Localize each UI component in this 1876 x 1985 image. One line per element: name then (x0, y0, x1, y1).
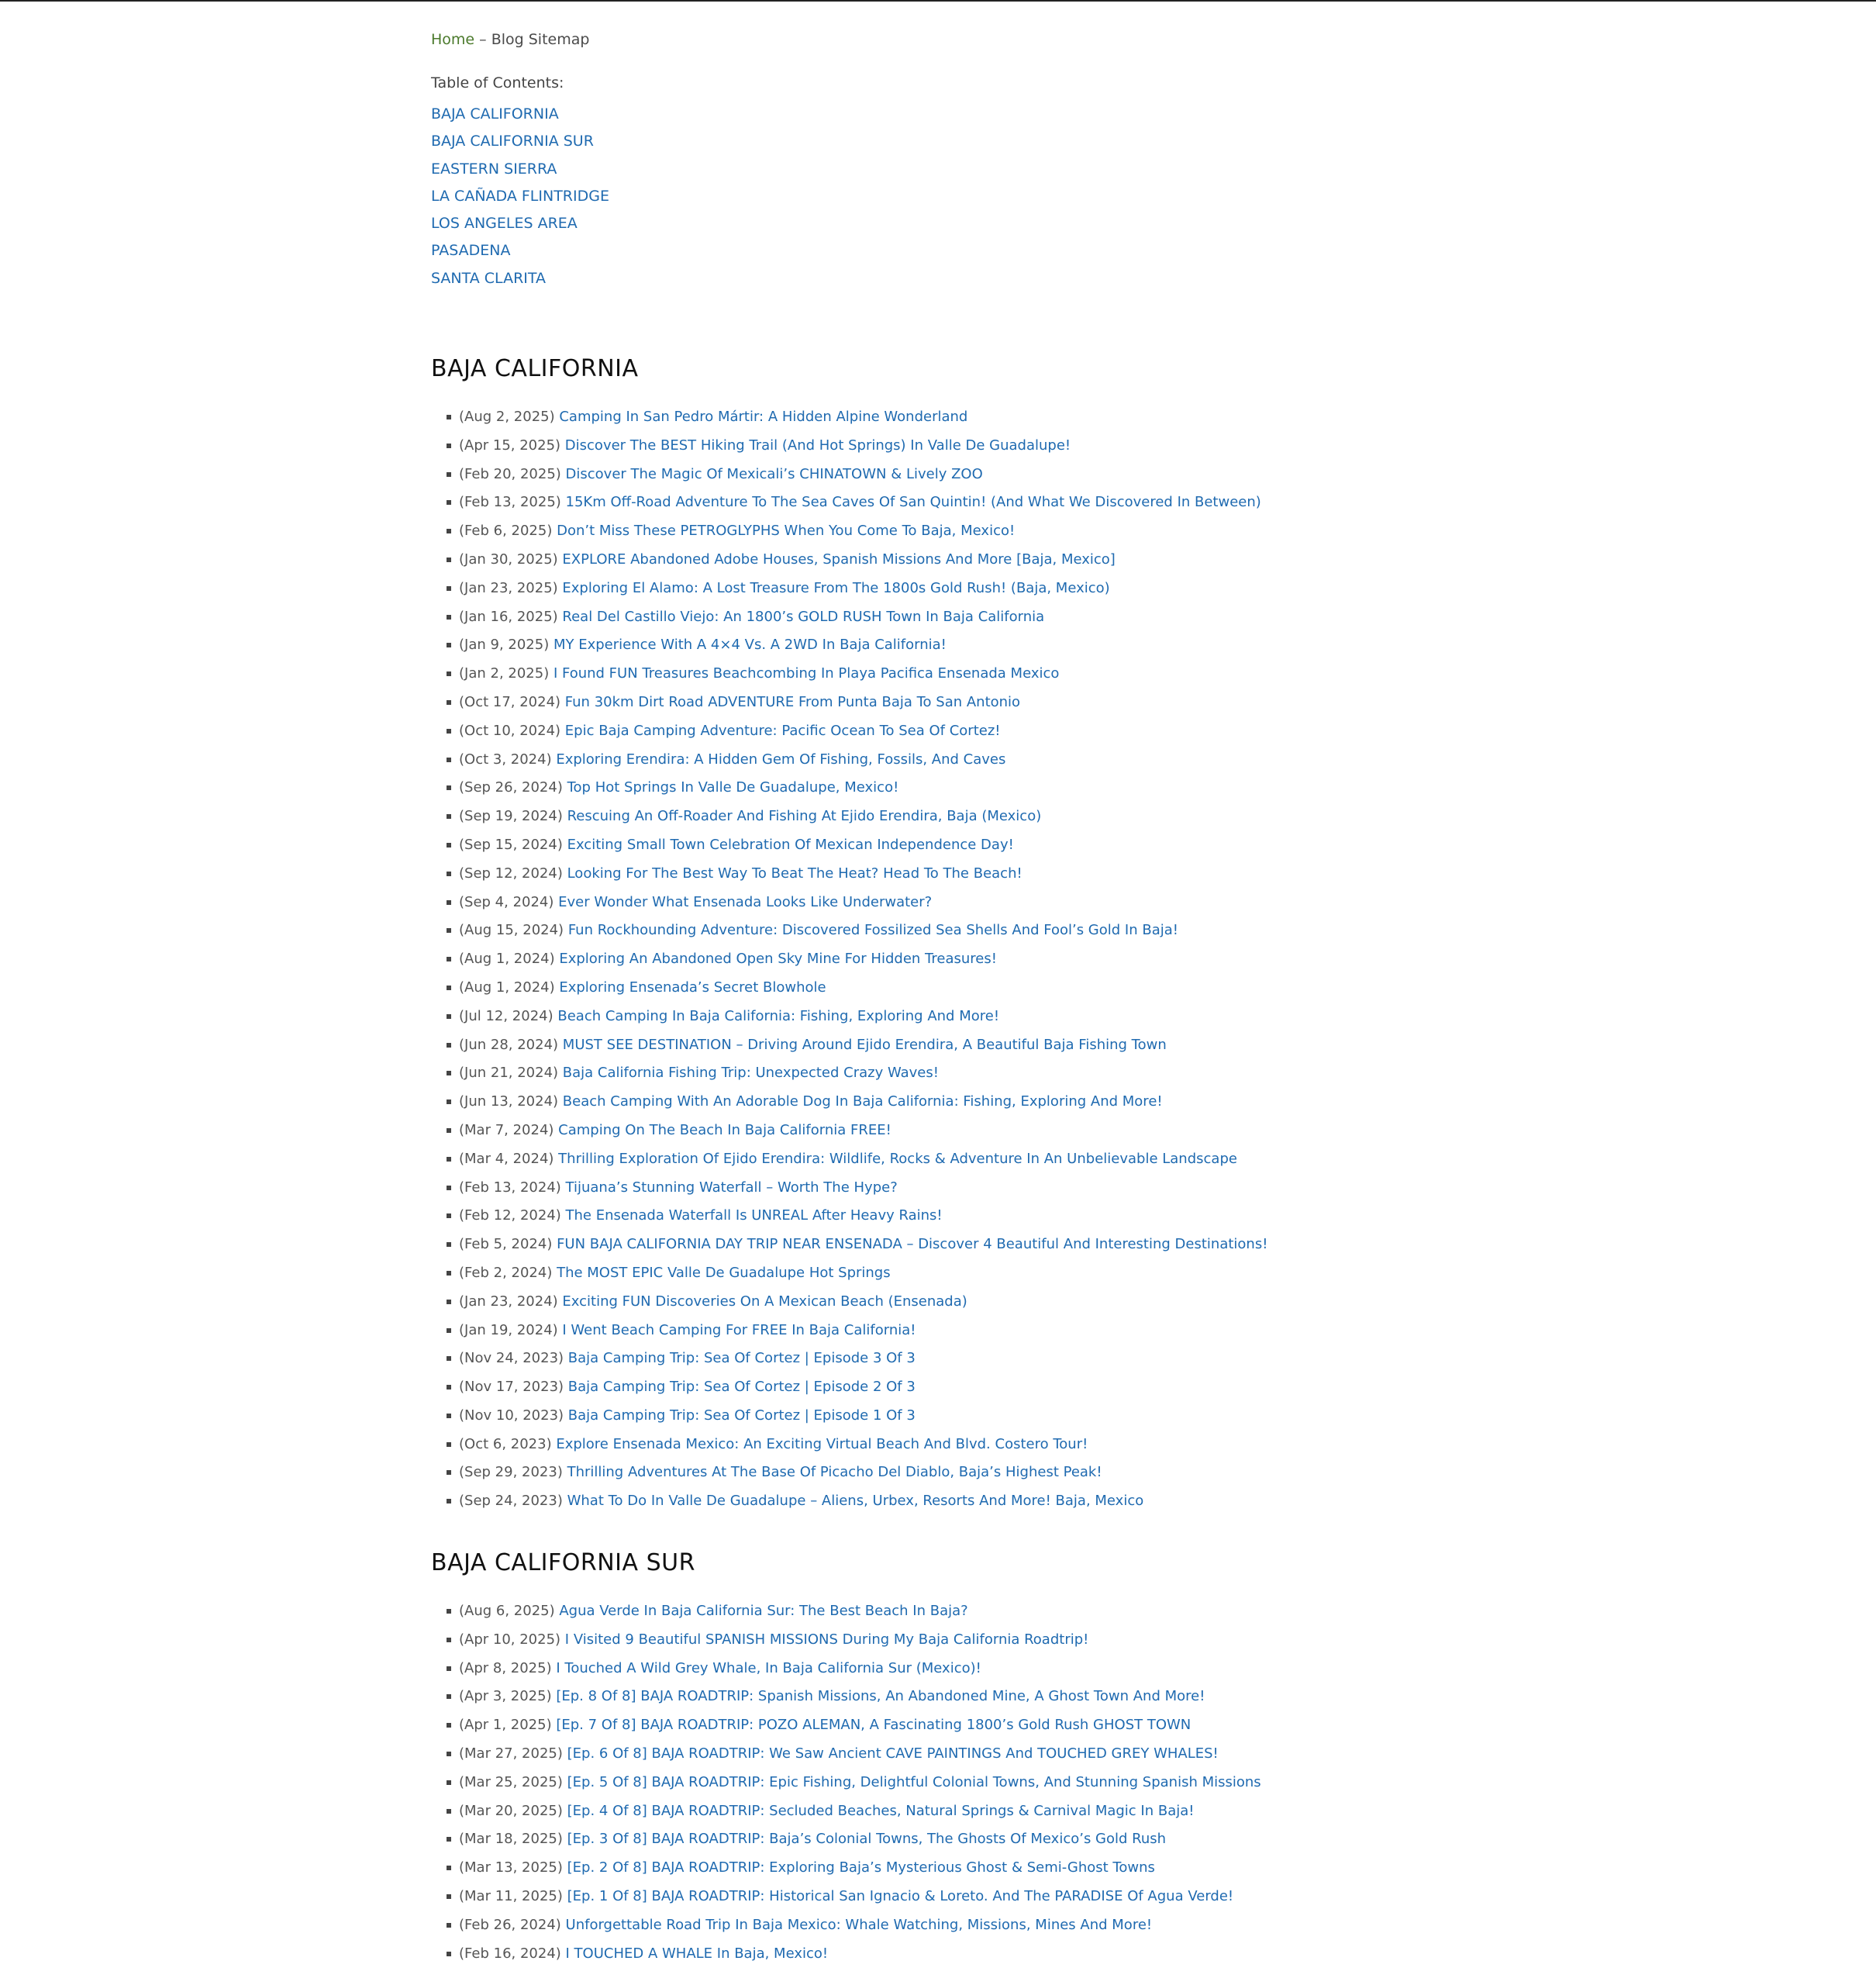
post-link[interactable]: EXPLORE Abandoned Adobe Houses, Spanish Missions And More [Baja, Mexico] (562, 551, 1116, 568)
bullet-icon (447, 1952, 451, 1956)
breadcrumb-home-link[interactable]: Home (431, 31, 475, 48)
toc-item (431, 101, 609, 128)
post-date: (Jan 2, 2025) (459, 665, 550, 682)
post-date: (Sep 19, 2024) (459, 808, 563, 825)
bullet-icon (447, 1780, 451, 1785)
list-item (431, 575, 1267, 603)
post-link[interactable]: Exciting FUN Discoveries On A Mexican Beach (Ensenada) (562, 1293, 967, 1310)
post-date: (Apr 8, 2025) (459, 1659, 552, 1676)
post-link[interactable]: Don’t Miss These PETROGLYPHS When You Come To Baja, Mexico! (557, 523, 1016, 540)
bullet-icon (447, 1385, 451, 1390)
bullet-icon (447, 1609, 451, 1614)
post-date: (Aug 1, 2024) (459, 979, 555, 996)
list-item (431, 631, 1267, 660)
post-link[interactable]: Discover The Magic Of Mexicali’s CHINATOWN & Lively ZOO (565, 465, 983, 482)
bullet-icon (447, 700, 451, 705)
post-date: (Jun 13, 2024) (459, 1093, 559, 1110)
list-item (431, 917, 1267, 945)
list-item (431, 1854, 1261, 1883)
bullet-icon (447, 1666, 451, 1671)
post-date: (Sep 26, 2024) (459, 779, 563, 796)
bullet-icon (447, 1071, 451, 1075)
bullet-icon (447, 1242, 451, 1247)
bullet-icon (447, 957, 451, 961)
bullet-icon (447, 1300, 451, 1304)
list-item (431, 1797, 1261, 1826)
list-item (431, 1174, 1267, 1203)
list-item (431, 1655, 1261, 1683)
post-date: (Feb 2, 2024) (459, 1264, 553, 1281)
top-border (0, 0, 1876, 2)
post-link[interactable]: [Ep. 5 Of 8] BAJA ROADTRIP: Epic Fishing, Delightful Colonial Towns, And Stunning Spanish Missions (567, 1773, 1261, 1790)
post-date: (Feb 12, 2024) (459, 1207, 561, 1224)
post-date: (Oct 17, 2024) (459, 693, 561, 710)
bullet-icon (447, 415, 451, 419)
list-item (431, 803, 1267, 831)
list-item (431, 831, 1267, 860)
bullet-icon (447, 472, 451, 477)
bullet-icon (447, 643, 451, 647)
post-date: (Apr 1, 2025) (459, 1717, 552, 1734)
post-date: (Sep 29, 2023) (459, 1464, 563, 1481)
bullet-icon (447, 444, 451, 448)
toc-link[interactable]: BAJA CALIFORNIA (431, 105, 559, 123)
post-date: (Mar 20, 2025) (459, 1802, 563, 1819)
post-link[interactable]: Top Hot Springs In Valle De Guadalupe, Mexico! (567, 779, 899, 796)
post-link[interactable]: Baja California Fishing Trip: Unexpected Crazy Waves! (562, 1065, 939, 1082)
list-item (431, 1402, 1267, 1431)
list-item (431, 889, 1267, 917)
bullet-icon (447, 1470, 451, 1475)
list-item (431, 403, 1267, 432)
post-link[interactable]: Epic Baja Camping Adventure: Pacific Ocean To Sea Of Cortez! (564, 722, 1001, 739)
post-link[interactable]: Explore Ensenada Mexico: An Exciting Virtual Beach And Blvd. Costero Tour! (556, 1435, 1088, 1452)
post-date: (Jul 12, 2024) (459, 1007, 553, 1024)
list-item (431, 1059, 1267, 1088)
list-item (431, 603, 1267, 632)
bullet-icon (447, 1723, 451, 1728)
post-link[interactable]: I Went Beach Camping For FREE In Baja California! (562, 1321, 916, 1338)
post-date: (Jan 19, 2024) (459, 1321, 558, 1338)
bullet-icon (447, 729, 451, 734)
list-item (431, 660, 1267, 689)
post-link[interactable]: Exciting Small Town Celebration Of Mexican Independence Day! (567, 836, 1014, 853)
list-item (431, 1088, 1267, 1117)
bullet-icon (447, 1414, 451, 1418)
list-item (431, 1459, 1267, 1487)
post-date: (Feb 16, 2024) (459, 1945, 561, 1962)
post-link[interactable]: The Ensenada Waterfall Is UNREAL After Heavy Rains! (565, 1207, 943, 1224)
post-link[interactable]: Baja Camping Trip: Sea Of Cortez | Episode 1 Of 3 (567, 1407, 916, 1424)
bullet-icon (447, 1499, 451, 1503)
post-date: (Apr 15, 2025) (459, 437, 561, 454)
post-link[interactable]: Camping On The Beach In Baja California FREE! (558, 1121, 891, 1138)
bullet-icon (447, 671, 451, 676)
post-date: (Jan 9, 2025) (459, 637, 550, 654)
post-link[interactable]: MUST SEE DESTINATION – Driving Around Ejido Erendira, A Beautiful Baja Fishing Town (562, 1036, 1167, 1053)
post-date: (Aug 6, 2025) (459, 1603, 555, 1619)
list-item (431, 1031, 1267, 1060)
bullet-icon (447, 615, 451, 620)
post-date: (Mar 7, 2024) (459, 1121, 554, 1138)
toc-link[interactable]: LA CAÑADA FLINTRIDGE (431, 187, 609, 205)
post-date: (Mar 13, 2025) (459, 1859, 563, 1876)
post-date: (Apr 10, 2025) (459, 1631, 561, 1648)
post-link[interactable]: Baja Camping Trip: Sea Of Cortez | Episode 2 Of 3 (567, 1379, 916, 1396)
list-item (431, 1317, 1267, 1345)
post-date: (Feb 13, 2024) (459, 1179, 561, 1196)
list-item (431, 1373, 1267, 1402)
post-link[interactable]: Fun 30km Dirt Road ADVENTURE From Punta Baja To San Antonio (564, 693, 1021, 710)
bullet-icon (447, 1128, 451, 1133)
post-link[interactable]: [Ep. 3 Of 8] BAJA ROADTRIP: Baja’s Colonial Towns, The Ghosts Of Mexico’s Gold Rush (567, 1831, 1167, 1848)
post-link[interactable]: MY Experience With A 4×4 Vs. A 2WD In Baja California! (553, 637, 947, 654)
list-item (431, 1626, 1261, 1655)
post-date: (Jan 23, 2024) (459, 1293, 558, 1310)
post-link[interactable]: I Touched A Wild Grey Whale, In Baja California Sur (Mexico)! (556, 1659, 981, 1676)
list-item (431, 1740, 1261, 1769)
list-item (431, 1117, 1267, 1145)
post-date: (Mar 11, 2025) (459, 1887, 563, 1904)
post-link[interactable]: I TOUCHED A WHALE In Baja, Mexico! (565, 1945, 829, 1962)
post-date: (Mar 4, 2024) (459, 1150, 554, 1167)
bullet-icon (447, 1100, 451, 1104)
bullet-icon (447, 1157, 451, 1162)
bullet-icon (447, 1014, 451, 1019)
bullet-icon (447, 1809, 451, 1814)
post-date: (Oct 3, 2024) (459, 751, 552, 768)
post-date: (Feb 26, 2024) (459, 1916, 561, 1933)
list-item (431, 1711, 1261, 1740)
list-item (431, 1883, 1261, 1911)
bullet-icon (447, 1923, 451, 1928)
post-link[interactable]: Fun Rockhounding Adventure: Discovered Fossilized Sea Shells And Fool’s Gold In Baja! (567, 922, 1178, 939)
toc-item (431, 237, 609, 264)
post-link[interactable]: Looking For The Best Way To Beat The Heat? Head To The Beach! (567, 865, 1022, 882)
post-list-baja-california-sur (431, 1597, 1261, 1968)
bullet-icon (447, 1043, 451, 1048)
post-link[interactable]: Real Del Castillo Viejo: An 1800’s GOLD RUSH Town In Baja California (562, 608, 1045, 625)
post-link[interactable]: I Found FUN Treasures Beachcombing In Playa Pacifica Ensenada Mexico (553, 665, 1060, 682)
post-date: (Mar 25, 2025) (459, 1773, 563, 1790)
breadcrumb (431, 31, 589, 48)
list-item (431, 1202, 1267, 1231)
bullet-icon (447, 785, 451, 790)
list-item (431, 1003, 1267, 1031)
post-link[interactable]: What To Do In Valle De Guadalupe – Aliens, Urbex, Resorts And More! Baja, Mexico (567, 1493, 1144, 1510)
post-date: (Feb 6, 2025) (459, 523, 553, 540)
bullet-icon (447, 872, 451, 876)
bullet-icon (447, 1186, 451, 1190)
post-link[interactable]: Camping In San Pedro Mártir: A Hidden Alpine Wonderland (559, 409, 968, 425)
list-item (431, 488, 1267, 517)
list-item (431, 546, 1267, 575)
bullet-icon (447, 1328, 451, 1333)
list-item (431, 860, 1267, 889)
toc-link[interactable]: PASADENA (431, 242, 511, 260)
list-item (431, 717, 1267, 746)
bullet-icon (447, 900, 451, 905)
post-date: (Feb 20, 2025) (459, 465, 561, 482)
list-item (431, 461, 1267, 489)
toc-item (431, 128, 609, 155)
bullet-icon (447, 1213, 451, 1218)
post-link[interactable]: Exploring Erendira: A Hidden Gem Of Fishing, Fossils, And Caves (556, 751, 1006, 768)
post-date: (Aug 15, 2024) (459, 922, 564, 939)
post-date: (Sep 12, 2024) (459, 865, 563, 882)
bullet-icon (447, 928, 451, 933)
post-link[interactable]: Unforgettable Road Trip In Baja Mexico: Whale Watching, Missions, Mines And More! (565, 1916, 1153, 1933)
list-item (431, 689, 1267, 717)
toc-link[interactable]: BAJA CALIFORNIA SUR (431, 133, 594, 150)
bullet-icon (447, 1752, 451, 1756)
bullet-icon (447, 814, 451, 819)
post-link[interactable]: Rescuing An Off-Roader And Fishing At Ejido Erendira, Baja (Mexico) (567, 808, 1042, 825)
bullet-icon (447, 1694, 451, 1699)
post-date: (Jan 30, 2025) (459, 551, 558, 568)
post-link[interactable]: Ever Wonder What Ensenada Looks Like Underwater? (558, 893, 933, 910)
list-item (431, 1825, 1261, 1854)
toc-item (431, 156, 609, 183)
post-date: (Sep 15, 2024) (459, 836, 563, 853)
post-list-baja-california (431, 403, 1267, 1516)
list-item (431, 1345, 1267, 1373)
list-item (431, 1259, 1267, 1288)
list-item (431, 517, 1267, 546)
list-item (431, 1769, 1261, 1797)
list-item (431, 1288, 1267, 1317)
list-item (431, 945, 1267, 974)
post-date: (Sep 4, 2024) (459, 893, 554, 910)
bullet-icon (447, 986, 451, 990)
breadcrumb-separator: – (474, 31, 491, 48)
post-date: (Jun 28, 2024) (459, 1036, 559, 1053)
list-item (431, 1597, 1261, 1626)
post-link[interactable]: [Ep. 4 Of 8] BAJA ROADTRIP: Secluded Beaches, Natural Springs & Carnival Magic In Baja! (567, 1802, 1195, 1819)
post-date: (Apr 3, 2025) (459, 1688, 552, 1705)
list-item (431, 1231, 1267, 1259)
table-of-contents (431, 101, 609, 292)
bullet-icon (447, 843, 451, 848)
bullet-icon (447, 1837, 451, 1842)
bullet-icon (447, 1442, 451, 1447)
post-date: (Jun 21, 2024) (459, 1065, 559, 1082)
post-link[interactable]: 15Km Off-Road Adventure To The Sea Caves Of San Quintin! (And What We Discovered In Between) (565, 494, 1261, 511)
list-item (431, 1487, 1267, 1516)
section-title-baja-california: BAJA CALIFORNIA (431, 355, 639, 382)
post-link[interactable]: Thrilling Exploration Of Ejido Erendira: Wildlife, Rocks & Adventure In An Unbelievable Landscape (558, 1150, 1237, 1167)
list-item (431, 432, 1267, 461)
post-date: (Feb 5, 2024) (459, 1236, 553, 1253)
post-date: (Oct 10, 2024) (459, 722, 561, 739)
list-item (431, 974, 1267, 1003)
post-date: (Aug 2, 2025) (459, 409, 555, 425)
post-link[interactable]: FUN BAJA CALIFORNIA DAY TRIP NEAR ENSENADA – Discover 4 Beautiful And Interesting Destinations! (557, 1236, 1268, 1253)
post-link[interactable]: [Ep. 1 Of 8] BAJA ROADTRIP: Historical San Ignacio & Loreto. And The PARADISE Of Agua Verde! (567, 1887, 1234, 1904)
post-link[interactable]: [Ep. 8 Of 8] BAJA ROADTRIP: Spanish Missions, An Abandoned Mine, A Ghost Town And More! (556, 1688, 1205, 1705)
post-link[interactable]: [Ep. 2 Of 8] BAJA ROADTRIP: Exploring Baja’s Mysterious Ghost & Semi-Ghost Towns (567, 1859, 1155, 1876)
post-link[interactable]: Exploring An Abandoned Open Sky Mine For Hidden Treasures! (559, 951, 997, 968)
post-date: (Nov 24, 2023) (459, 1350, 564, 1367)
bullet-icon (447, 1638, 451, 1642)
bullet-icon (447, 500, 451, 505)
toc-title: Table of Contents: (431, 74, 564, 91)
breadcrumb-current: Blog Sitemap (491, 31, 590, 48)
toc-item (431, 210, 609, 237)
toc-item (431, 265, 609, 292)
toc-link[interactable]: EASTERN SIERRA (431, 160, 557, 178)
list-item (431, 1683, 1261, 1711)
post-link[interactable]: Discover The BEST Hiking Trail (And Hot Springs) In Valle De Guadalupe! (564, 437, 1071, 454)
list-item (431, 1431, 1267, 1459)
bullet-icon (447, 1866, 451, 1870)
bullet-icon (447, 758, 451, 762)
post-link[interactable]: The MOST EPIC Valle De Guadalupe Hot Springs (557, 1264, 891, 1281)
toc-item (431, 183, 609, 210)
post-date: (Feb 13, 2025) (459, 494, 561, 511)
post-date: (Sep 24, 2023) (459, 1493, 563, 1510)
post-link[interactable]: [Ep. 6 Of 8] BAJA ROADTRIP: We Saw Ancient CAVE PAINTINGS And TOUCHED GREY WHALES! (567, 1745, 1219, 1762)
toc-link[interactable]: LOS ANGELES AREA (431, 215, 578, 233)
post-link[interactable]: Baja Camping Trip: Sea Of Cortez | Episode 3 Of 3 (567, 1350, 916, 1367)
bullet-icon (447, 1356, 451, 1361)
post-date: (Oct 6, 2023) (459, 1435, 552, 1452)
list-item (431, 1145, 1267, 1174)
post-link[interactable]: Exploring El Alamo: A Lost Treasure From The 1800s Gold Rush! (Baja, Mexico) (562, 579, 1110, 596)
bullet-icon (447, 529, 451, 533)
post-link[interactable]: Beach Camping With An Adorable Dog In Baja California: Fishing, Exploring And More! (562, 1093, 1163, 1110)
list-item (431, 1940, 1261, 1969)
post-date: (Nov 17, 2023) (459, 1379, 564, 1396)
list-item (431, 746, 1267, 775)
post-link[interactable]: Beach Camping In Baja California: Fishing, Exploring And More! (557, 1007, 1000, 1024)
post-link[interactable]: Agua Verde In Baja California Sur: The Best Beach In Baja? (559, 1603, 968, 1619)
bullet-icon (447, 586, 451, 591)
list-item (431, 1911, 1261, 1940)
post-date: (Mar 18, 2025) (459, 1831, 563, 1848)
post-link[interactable]: I Visited 9 Beautiful SPANISH MISSIONS During My Baja California Roadtrip! (564, 1631, 1089, 1648)
post-link[interactable]: Tijuana’s Stunning Waterfall – Worth The Hype? (565, 1179, 898, 1196)
post-date: (Nov 10, 2023) (459, 1407, 564, 1424)
post-date: (Jan 16, 2025) (459, 608, 558, 625)
post-link[interactable]: Exploring Ensenada’s Secret Blowhole (559, 979, 826, 996)
post-date: (Jan 23, 2025) (459, 579, 558, 596)
section-title-baja-california-sur: BAJA CALIFORNIA SUR (431, 1549, 695, 1576)
bullet-icon (447, 1894, 451, 1899)
post-link[interactable]: [Ep. 7 Of 8] BAJA ROADTRIP: POZO ALEMAN, A Fascinating 1800’s Gold Rush GHOST TOWN (556, 1717, 1191, 1734)
toc-link[interactable]: SANTA CLARITA (431, 269, 547, 287)
bullet-icon (447, 558, 451, 562)
list-item (431, 774, 1267, 803)
bullet-icon (447, 1271, 451, 1276)
post-link[interactable]: Thrilling Adventures At The Base Of Picacho Del Diablo, Baja’s Highest Peak! (567, 1464, 1102, 1481)
post-date: (Mar 27, 2025) (459, 1745, 563, 1762)
post-date: (Aug 1, 2024) (459, 951, 555, 968)
